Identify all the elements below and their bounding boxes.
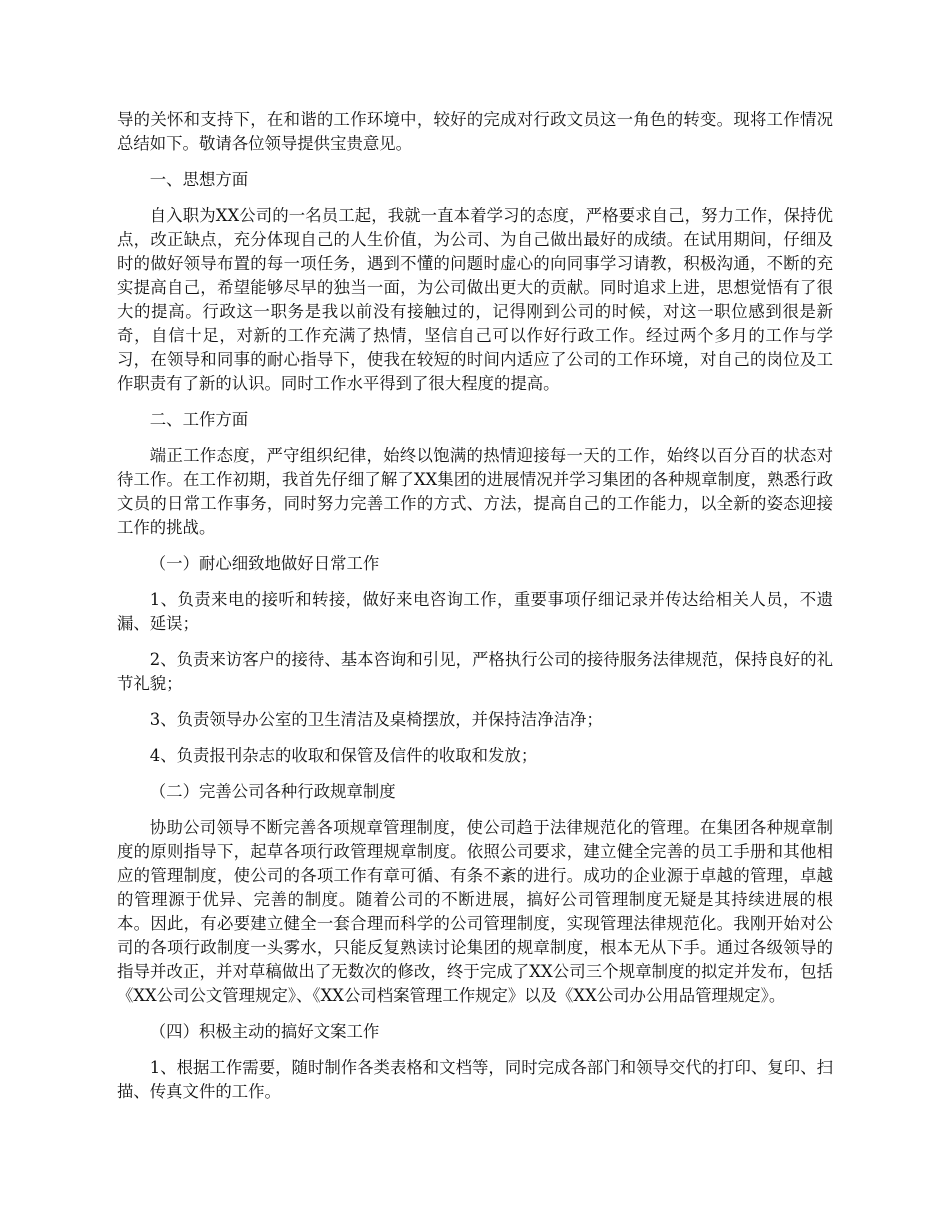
subsection-heading: （一）耐心细致地做好日常工作: [149, 554, 380, 573]
document-page: [117, 108, 833, 1116]
body-paragraph: 自入职为XX公司的一名员工起，我就一直本着学习的态度，严格要求自己，努力工作，保持优点，改正缺点，充分体现自己的人生价值，为公司、为自己做出最好的成绩。在试用期间，仔细及时的做好领导布置的每一项任务，遇到不懂的问题时虚心的向同事学习请教，积极沟通，不断的充实提高自己，希望能够尽早的独当一面，为公司做出更大的贡献。同时追求上进，思想觉悟有了很大的提高。行政这一职务是我以前没有接触过的，记得刚到公司的时候，对这一职位感到很是新奇，自信十足，对新的工作充满了热情，坚信自己可以作好行政工作。经过两个多月的工作与学习，在领导和同事的耐心指导下，使我在较短的时间内适应了公司的工作环境，对自己的岗位及工作职责有了新的认识。同时工作水平得到了很大程度的提高。: [117, 206, 833, 393]
list-item: 1、负责来电的接听和转接，做好来电咨询工作，重要事项仔细记录并传达给相关人员，不遗漏、延误；: [117, 590, 833, 633]
list-item: 4、负责报刊杂志的收取和保管及信件的收取和发放；: [149, 746, 538, 765]
body-paragraph: 导的关怀和支持下，在和谐的工作环境中，较好的完成对行政文员这一角色的转变。现将工作情况总结如下。敬请各位领导提供宝贵意见。: [117, 110, 833, 153]
subsection-heading: （四）积极主动的搞好文案工作: [149, 1022, 380, 1041]
body-paragraph: 协助公司领导不断完善各项规章管理制度，使公司趋于法律规范化的管理。在集团各种规章制度的原则指导下，起草各项行政管理规章制度。依照公司要求，建立健全完善的员工手册和其他相应的管理制度，使公司的各项工作有章可循、有条不紊的进行。成功的企业源于卓越的管理，卓越的管理源于优异、完善的制度。随着公司的不断进展，搞好公司管理制度无疑是其持续进展的根本。因此，有必要建立健全一套合理而科学的公司管理制度，实现管理法律规范化。我刚开始对公司的各项行政制度一头雾水，只能反复熟读讨论集团的规章制度，根本无从下手。通过各级领导的指导并改正，并对草稿做出了无数次的修改，终于完成了XX公司三个规章制度的拟定并发布，包括《XX公司公文管理规定》、《XX公司档案管理工作规定》以及《XX公司办公用品管理规定》。: [117, 818, 833, 1005]
section-heading: 一、思想方面: [149, 170, 249, 189]
list-item: 2、负责来访客户的接待、基本咨询和引见，严格执行公司的接待服务法律规范，保持良好的礼节礼貌；: [117, 650, 833, 693]
body-paragraph: 端正工作态度，严守组织纪律，始终以饱满的热情迎接每一天的工作，始终以百分百的状态对待工作。在工作初期，我首先仔细了解了XX集团的进展情况并学习集团的各种规章制度，熟悉行政文员的日常工作事务，同时努力完善工作的方式、方法，提高自己的工作能力，以全新的姿态迎接工作的挑战。: [117, 446, 833, 537]
section-heading: 二、工作方面: [149, 410, 249, 429]
list-item: 1、根据工作需要，随时制作各类表格和文档等，同时完成各部门和领导交代的打印、复印、扫描、传真文件的工作。: [117, 1058, 833, 1101]
list-item: 3、负责领导办公室的卫生清洁及桌椅摆放，并保持洁净洁净；: [149, 710, 603, 729]
subsection-heading: （二）完善公司各种行政规章制度: [149, 782, 396, 801]
